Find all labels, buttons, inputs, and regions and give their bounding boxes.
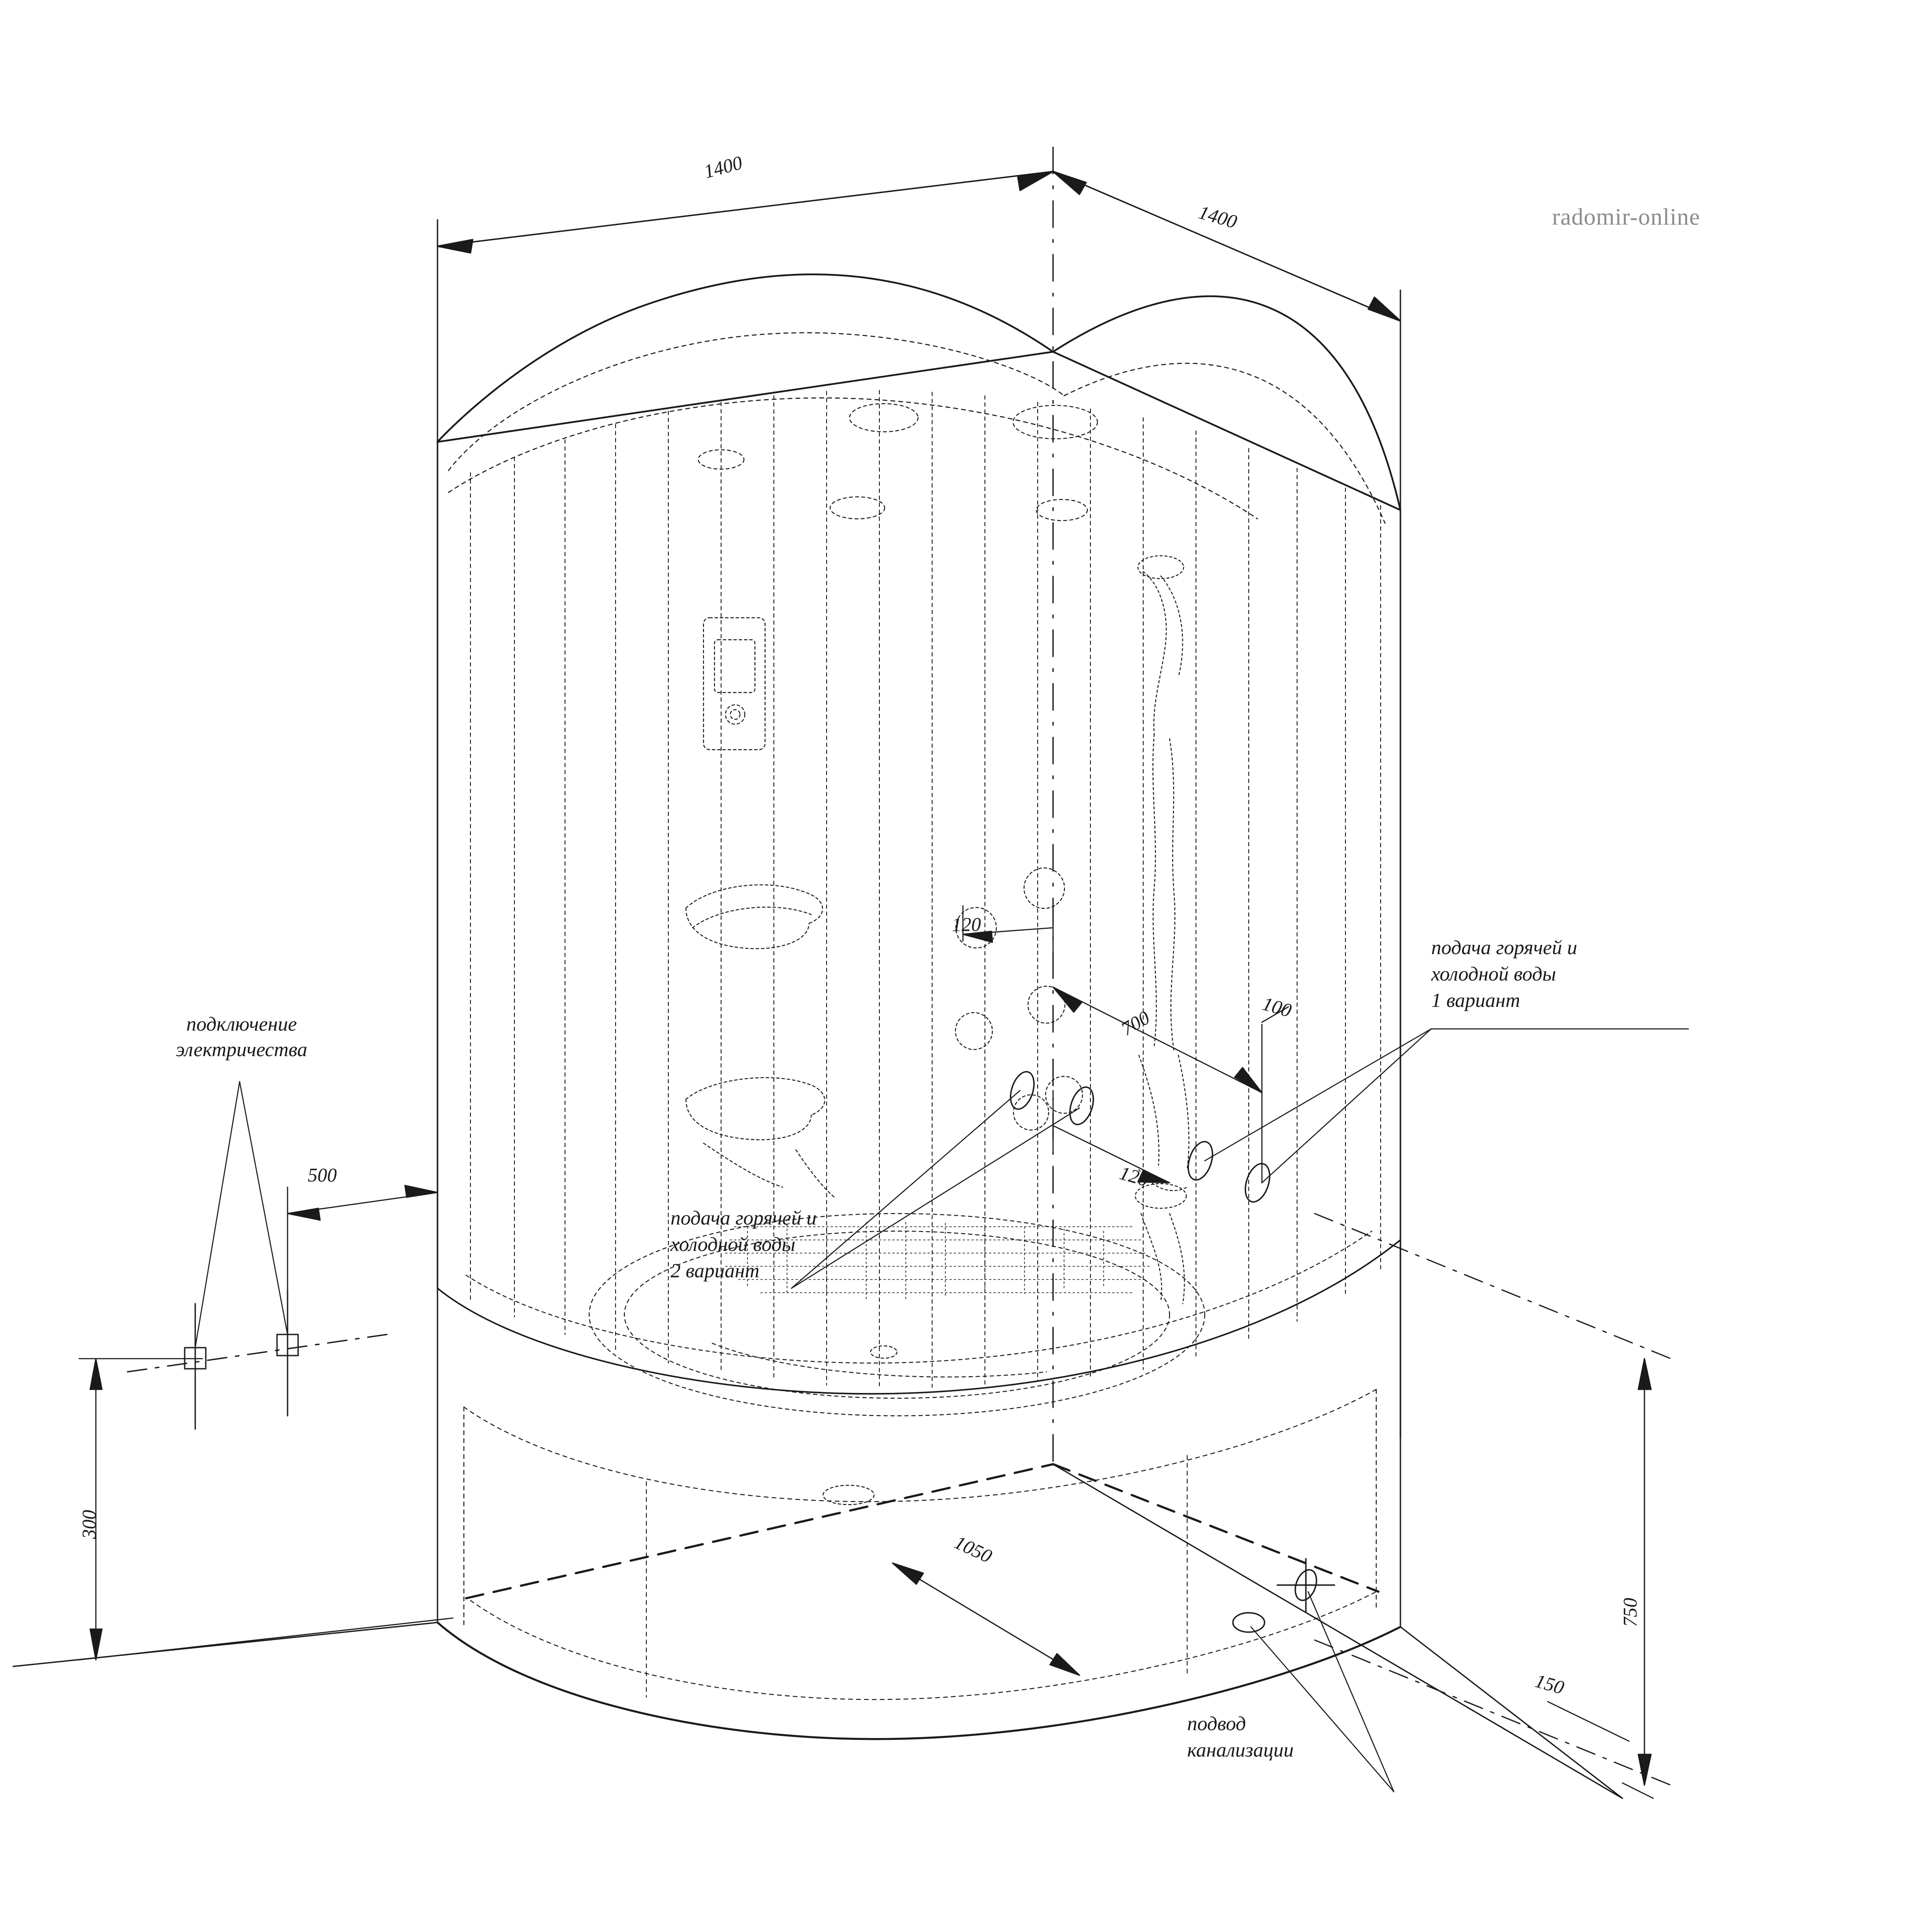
shelf-lower	[686, 1078, 835, 1198]
dimension-label-width-left: 1400	[701, 152, 745, 183]
callout-water-variant-1: подача горячей и холодной воды 1 вариант	[1431, 936, 1578, 1011]
dimension-100	[1262, 1007, 1288, 1183]
dimension-label-width-right: 1400	[1196, 201, 1239, 233]
watermark-radomir-online: radomir-online	[1552, 204, 1700, 230]
dimension-750	[1315, 1214, 1671, 1785]
dimension-150	[1548, 1702, 1653, 1798]
dimension-top-right	[1053, 171, 1400, 321]
cabin-canopy-inner	[448, 333, 1385, 523]
leader-water-1	[1205, 1029, 1688, 1183]
water-ports-variant1	[1184, 1138, 1274, 1205]
cabin-walls	[437, 442, 1400, 1438]
bath-rim	[437, 1231, 1400, 1394]
base-apron	[437, 1240, 1400, 1739]
dimension-1050	[893, 1563, 1079, 1675]
dimension-top-left	[437, 171, 1053, 253]
callout-water-variant-2: подача горячей и холодной воды 2 вариант	[671, 1207, 817, 1282]
dimension-label-water-offset-top: 120	[952, 914, 981, 935]
dimension-300	[79, 1359, 453, 1660]
leader-water-2	[791, 1090, 1079, 1288]
dimension-label-drain-offset: 150	[1532, 1670, 1567, 1699]
floor-axes	[466, 1464, 1378, 1598]
control-panel	[704, 618, 765, 750]
electric-leader-lines	[195, 1082, 288, 1348]
dimension-700	[1053, 987, 1262, 1093]
dimension-label-electric-height: 300	[78, 1510, 100, 1539]
dimension-label-drain-diagonal: 1050	[951, 1531, 995, 1567]
dimension-label-water-offset-lower: 120	[1117, 1162, 1151, 1191]
dimension-label-water-offset-right: 100	[1260, 992, 1294, 1022]
dimension-label-electric-offset: 500	[308, 1164, 337, 1186]
shelf-upper	[686, 885, 823, 948]
glass-panel-lines	[470, 390, 1381, 1387]
cabin-canopy	[437, 274, 1400, 510]
water-ports-variant2	[1006, 1069, 1098, 1128]
callout-sewer: подвод канализации	[1187, 1712, 1294, 1761]
bath-drain	[871, 1346, 897, 1358]
dimension-500	[288, 1185, 437, 1319]
electric-symbols	[128, 1290, 387, 1429]
dimension-label-water-height: 750	[1619, 1598, 1641, 1627]
callout-electric: подключение электричества	[176, 1013, 307, 1061]
dimension-label-water-depth: 700	[1117, 1006, 1154, 1040]
